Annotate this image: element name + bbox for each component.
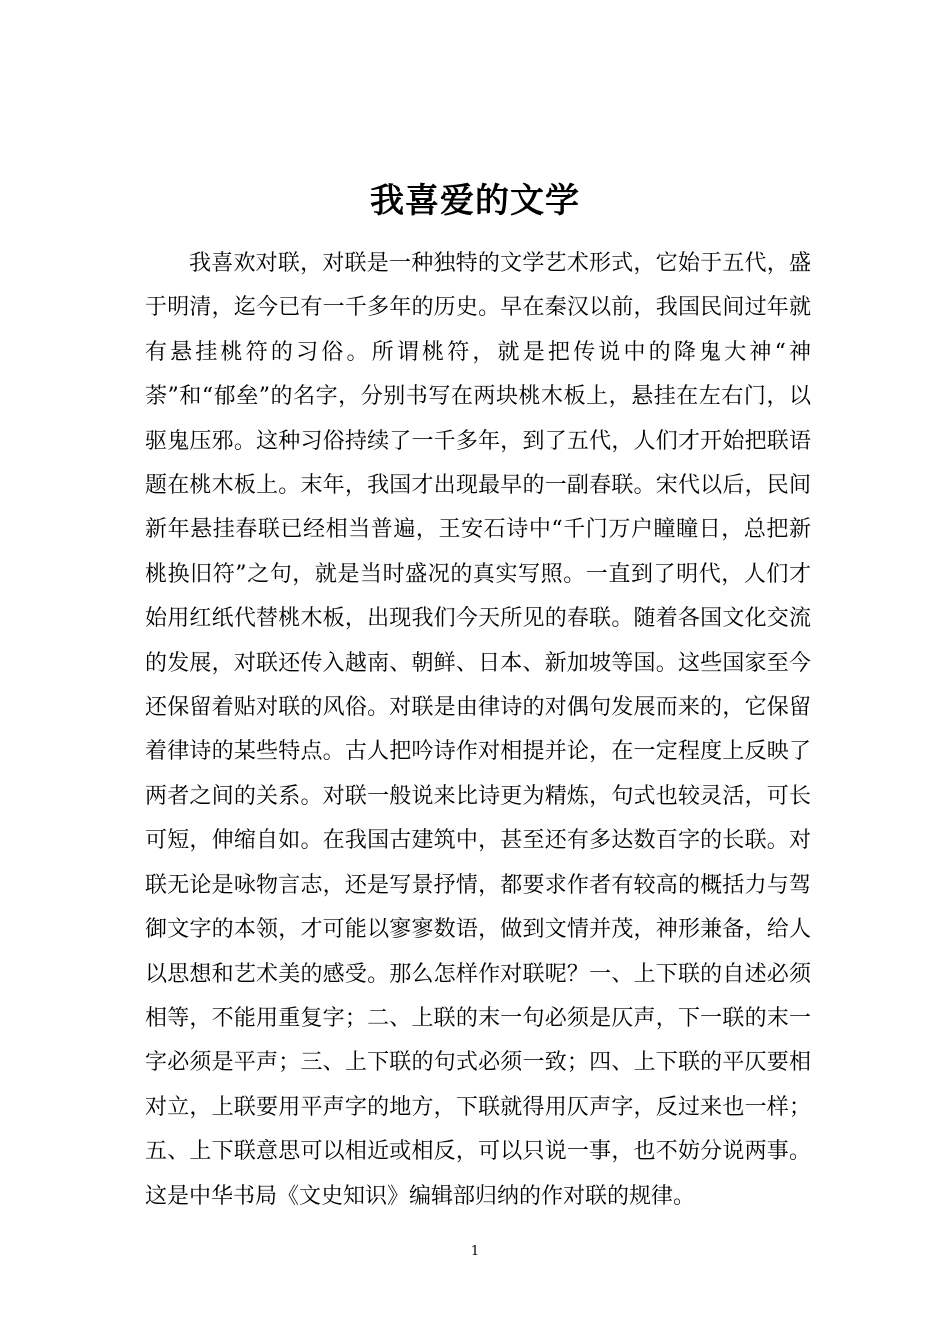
page-number: 1 <box>470 1244 480 1259</box>
page-title: 我喜爱的文学 <box>370 181 580 221</box>
body-paragraph: 我喜欢对联，对联是一种独特的文学艺术形式，它始于五代，盛于明清，迄今已有一千多年的历史。早在秦汉以前，我国民间过年就有悬挂桃符的习俗。所谓桃符，就是把传说中的降鬼大神“神荼”和“郁垒”的名字，分别书写在两块桃木板上，悬挂在左右门，以驱鬼压邪。这种习俗持续了一千多年，到了五代，人们才开始把联语题在桃木板上。末年，我国才出现最早的一副春联。宋代以后，民间新年悬挂春联已经相当普遍，王安石诗中“千门万户瞳瞳日，总把新桃换旧符”之句，就是当时盛况的真实写照。一直到了明代，人们才始用红纸代替桃木板，出现我们今天所见的春联。随着各国文化交流的发展，对联还传入越南、朝鲜、日本、新加坡等国。这些国家至今还保留着贴对联的风俗。对联是由律诗的对偶句发展而来的，它保留着律诗的某些特点。古人把吟诗作对相提并论，在一定程度上反映了两者之间的关系。对联一般说来比诗更为精炼，句式也较灵活，可长可短，伸缩自如。在我国古建筑中，甚至还有多达数百字的长联。对联无论是咏物言志，还是写景抒情，都要求作者有较高的概括力与驾御文字的本领，才可能以寥寥数语，做到文情并茂，神形兼备，给人以思想和艺术美的感受。那么怎样作对联呢？一、上下联的自述必须相等，不能用重复字；二、上联的末一句必须是仄声，下一联的末一字必须是平声；三、上下联的句式必须一致；四、上下联的平仄要相对立，上联要用平声字的地方，下联就得用仄声字，反过来也一样；五、上下联意思可以相近或相反，可以只说一事，也不妨分说两事。这是中华书局《文史知识》编辑部归纳的作对联的规律。 <box>145 251 811 1209</box>
